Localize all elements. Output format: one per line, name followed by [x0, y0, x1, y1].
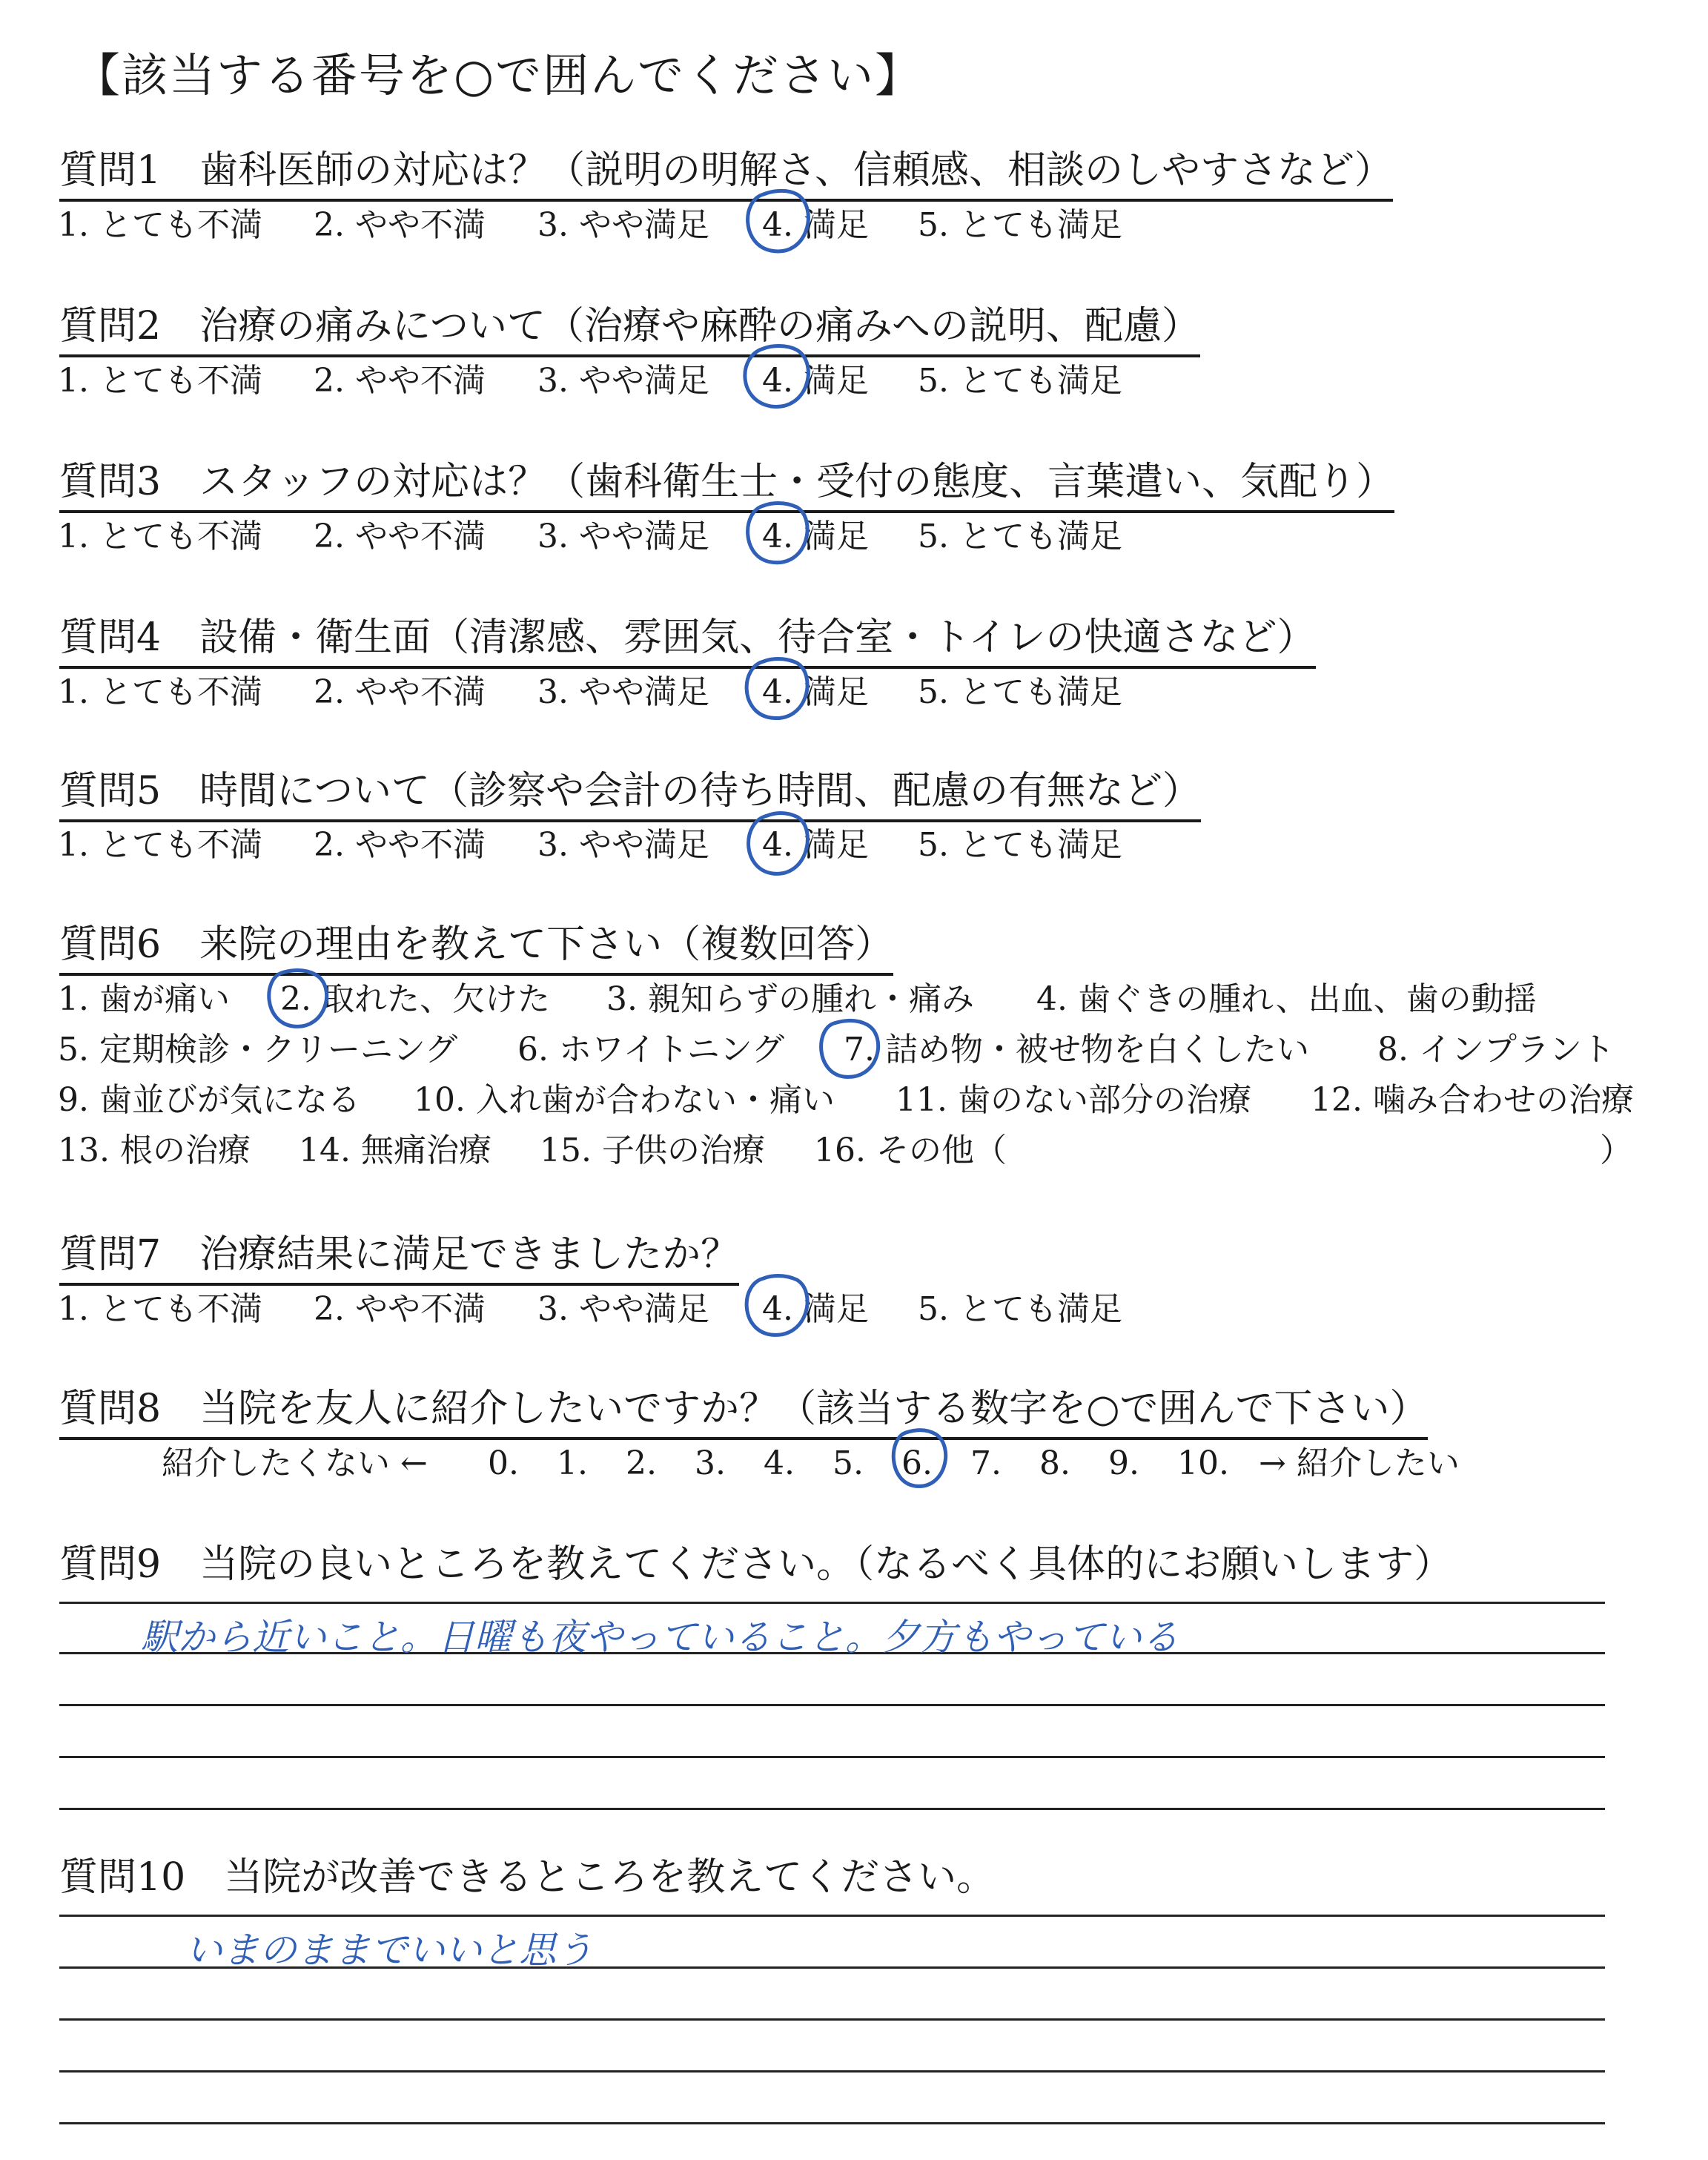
q8-score-5[interactable]: 5. — [833, 1444, 864, 1482]
q8-score-2[interactable]: 2. — [626, 1444, 657, 1482]
q6-option-1[interactable]: 1. 歯が痛い — [58, 980, 230, 1018]
q6-option-13[interactable]: 13. 根の治療 — [58, 1132, 251, 1169]
q8-score-0[interactable]: 0. — [488, 1444, 519, 1482]
question-5-label: 質問5 時間について（診察や会計の待ち時間、配慮の有無など） — [59, 767, 1201, 822]
q8-left-label: 紹介したくない ← — [162, 1444, 428, 1482]
q10-handwritten-answer[interactable]: いまのままでいいと思う — [185, 1929, 593, 1972]
q2-option-1[interactable]: 1. とても不満 — [58, 362, 262, 400]
q7-option-2[interactable]: 2. やや不満 — [314, 1290, 486, 1328]
q8-scale — [162, 1443, 1570, 1484]
q5-option-1[interactable]: 1. とても不満 — [58, 826, 262, 864]
q6-option-9[interactable]: 9. 歯並びが気になる — [58, 1081, 360, 1119]
q8-score-4[interactable]: 4. — [764, 1444, 795, 1482]
q8-score-9[interactable]: 9. — [1108, 1444, 1139, 1482]
q1-option-1[interactable]: 1. とても不満 — [58, 206, 262, 244]
q3-option-1[interactable]: 1. とても不満 — [58, 518, 262, 555]
page-title: 【該当する番号を○で囲んでください】 — [74, 48, 923, 102]
q8-right-label: → 紹介したい — [1259, 1444, 1460, 1482]
q6-option-6[interactable]: 6. ホワイトニング — [517, 1031, 785, 1069]
q7-option-5[interactable]: 5. とても満足 — [918, 1290, 1122, 1328]
q8-score-1[interactable]: 1. — [557, 1444, 588, 1482]
question-10-label: 質問10 当院が改善できるところを教えてください。 — [59, 1855, 996, 1900]
q8-score-6[interactable]: 6. — [901, 1444, 933, 1482]
question-8-label: 質問8 当院を友人に紹介したいですか？（該当する数字を○で囲んで下さい） — [59, 1385, 1428, 1440]
answer-line — [59, 2122, 1605, 2124]
q8-score-3[interactable]: 3. — [695, 1444, 726, 1482]
q6-option-4[interactable]: 4. 歯ぐきの腫れ、出血、歯の動揺 — [1036, 980, 1537, 1018]
q4-option-2[interactable]: 2. やや不満 — [314, 673, 486, 711]
q6-option-7[interactable]: 7. 詰め物・被せ物を白くしたい — [844, 1031, 1309, 1069]
q3-option-3[interactable]: 3. やや満足 — [537, 518, 709, 555]
question-2-label: 質問2 治療の痛みについて（治療や麻酔の痛みへの説明、配慮） — [59, 303, 1200, 357]
q6-option-11[interactable]: 11. 歯のない部分の治療 — [896, 1081, 1251, 1119]
q8-score-7[interactable]: 7. — [970, 1444, 1002, 1482]
q9-handwritten-answer[interactable]: 駅から近いこと。日曜も夜やっていること。夕方もやっている — [141, 1616, 1179, 1659]
q6-other-close: ） — [1600, 1132, 1632, 1169]
question-4-label: 質問4 設備・衛生面（清潔感、雰囲気、待合室・トイレの快適さなど） — [59, 614, 1316, 669]
q6-option-2[interactable]: 2. 取れた、欠けた — [280, 980, 550, 1018]
q6-option-16[interactable]: 16. その他（ — [814, 1132, 1007, 1169]
q1-option-4[interactable]: 4. 満足 — [762, 206, 869, 244]
q2-option-2[interactable]: 2. やや不満 — [314, 362, 486, 400]
question-6-label: 質問6 来院の理由を教えて下さい（複数回答） — [59, 921, 893, 976]
q6-option-8[interactable]: 8. インプラント — [1377, 1031, 1615, 1069]
q5-option-2[interactable]: 2. やや不満 — [314, 826, 486, 864]
q1-option-5[interactable]: 5. とても満足 — [918, 206, 1122, 244]
q6-option-3[interactable]: 3. 親知らずの腫れ・痛み — [606, 980, 974, 1018]
question-1-label: 質問1 歯科医師の対応は？（説明の明解さ、信頼感、相談のしやすさなど） — [59, 147, 1393, 202]
q7-option-1[interactable]: 1. とても不満 — [58, 1290, 262, 1328]
question-3-label: 質問3 スタッフの対応は？（歯科衛生士・受付の態度、言葉遣い、気配り） — [59, 458, 1394, 513]
q6-row-4 — [58, 1130, 1674, 1172]
answer-line — [59, 2070, 1605, 2073]
question-9-label: 質問9 当院の良いところを教えてください。（なるべく具体的にお願いします） — [59, 1542, 1453, 1587]
q3-option-5[interactable]: 5. とても満足 — [918, 518, 1122, 555]
q2-option-4[interactable]: 4. 満足 — [762, 362, 869, 400]
q4-option-1[interactable]: 1. とても不満 — [58, 673, 262, 711]
q3-option-2[interactable]: 2. やや不満 — [314, 518, 486, 555]
answer-line — [59, 2018, 1605, 2021]
q8-score-8[interactable]: 8. — [1039, 1444, 1070, 1482]
answer-line — [59, 1915, 1605, 1917]
q5-option-4[interactable]: 4. 満足 — [762, 826, 869, 864]
q8-score-10[interactable]: 10. — [1177, 1444, 1229, 1482]
q5-option-5[interactable]: 5. とても満足 — [918, 826, 1122, 864]
question-7-label: 質問7 治療結果に満足できましたか？ — [59, 1231, 739, 1286]
answer-line — [59, 1704, 1605, 1706]
q4-option-5[interactable]: 5. とても満足 — [918, 673, 1122, 711]
q6-option-12[interactable]: 12. 噛み合わせの治療 — [1311, 1081, 1634, 1119]
q7-option-3[interactable]: 3. やや満足 — [537, 1290, 709, 1328]
q6-row-1 — [58, 979, 1674, 1020]
q1-option-2[interactable]: 2. やや不満 — [314, 206, 486, 244]
answer-line — [59, 1602, 1605, 1604]
q2-option-3[interactable]: 3. やや満足 — [537, 362, 709, 400]
q2-option-5[interactable]: 5. とても満足 — [918, 362, 1122, 400]
answer-line — [59, 1808, 1605, 1810]
q6-option-15[interactable]: 15. 子供の治療 — [540, 1132, 765, 1169]
q4-option-3[interactable]: 3. やや満足 — [537, 673, 709, 711]
q6-row-2 — [58, 1029, 1674, 1071]
q6-row-3 — [58, 1080, 1674, 1121]
q5-option-3[interactable]: 3. やや満足 — [537, 826, 709, 864]
q3-option-4[interactable]: 4. 満足 — [762, 518, 869, 555]
q6-option-10[interactable]: 10. 入れ歯が合わない・痛い — [414, 1081, 835, 1119]
q6-option-14[interactable]: 14. 無痛治療 — [299, 1132, 491, 1169]
q4-option-4[interactable]: 4. 満足 — [762, 673, 869, 711]
answer-line — [59, 1756, 1605, 1758]
q7-option-4[interactable]: 4. 満足 — [762, 1290, 869, 1328]
q1-option-3[interactable]: 3. やや満足 — [537, 206, 709, 244]
q6-option-5[interactable]: 5. 定期検診・クリーニング — [58, 1031, 458, 1069]
